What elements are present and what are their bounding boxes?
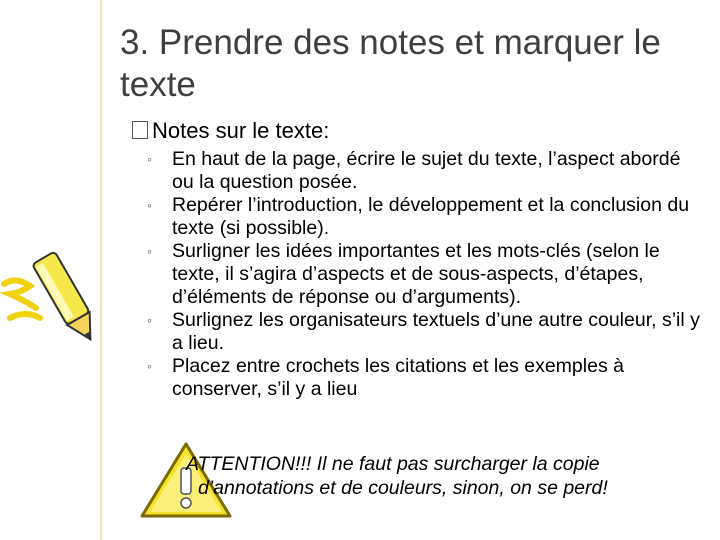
sub-bullet-marker: ◦ <box>147 243 152 259</box>
sub-bullet-marker: ◦ <box>147 312 152 328</box>
sub-bullet-text: Surligner les idées importantes et les mots-clés (selon le texte, il s’agira d’aspects et de sous-aspects, d’étapes, d’éléments de réponse ou d’arguments). <box>172 240 660 308</box>
sub-bullet-text: Surlignez les organisateurs textuels d’une autre couleur, s’il y a lieu. <box>172 309 700 354</box>
main-bullet <box>132 118 329 144</box>
sub-bullet <box>145 355 700 401</box>
sub-bullet <box>145 309 700 355</box>
sub-bullet-list <box>145 148 700 401</box>
sub-bullet <box>145 148 700 194</box>
sub-bullet-text: Repérer l’introduction, le développement et la conclusion du texte (si possible). <box>172 194 690 239</box>
sub-bullet-marker: ◦ <box>147 197 152 213</box>
bullet-box-icon <box>132 121 148 139</box>
sub-bullet <box>145 240 700 309</box>
sub-bullet-text: Placez entre crochets les citations et les exemples à conserver, s’il y a lieu <box>172 355 624 400</box>
sub-bullet-text: En haut de la page, écrire le sujet du texte, l’aspect abordé ou la question posée. <box>172 148 681 193</box>
sub-bullet <box>145 194 700 240</box>
sub-bullet-marker: ◦ <box>147 151 152 167</box>
warning-text: ATTENTION!!! Il ne faut pas surcharger la copie d’annotations et de couleurs, sinon, on se perd! <box>186 453 608 499</box>
main-bullet-text: Notes sur le texte: <box>152 118 330 143</box>
highlighter-pencil-icon <box>0 248 120 358</box>
slide-title: 3. Prendre des notes et marquer le texte <box>120 23 661 104</box>
sub-bullet-marker: ◦ <box>147 358 152 374</box>
